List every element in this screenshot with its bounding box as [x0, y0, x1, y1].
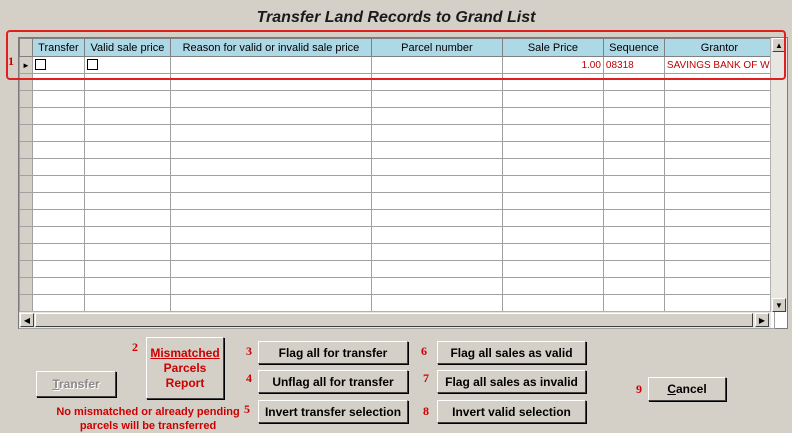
grid-cell[interactable]	[170, 193, 371, 210]
transfer-cell[interactable]	[32, 57, 84, 74]
grid-cell[interactable]	[20, 142, 33, 159]
column-header-sale-price[interactable]: Sale Price	[502, 39, 603, 57]
grid-cell[interactable]	[502, 108, 603, 125]
empty-row[interactable]	[20, 159, 775, 176]
annotation-marker-1: 1	[8, 54, 14, 68]
grid-cell[interactable]	[664, 125, 774, 142]
column-header-parcel-number[interactable]: Parcel number	[371, 39, 502, 57]
grid-cell[interactable]	[664, 159, 774, 176]
grid-cell[interactable]	[603, 295, 664, 312]
grid-cell[interactable]	[664, 91, 774, 108]
row-selector[interactable]: ►	[20, 57, 33, 74]
sale-price-cell[interactable]: 1.00	[502, 57, 603, 74]
grid-cell[interactable]	[371, 295, 502, 312]
transfer-checkbox[interactable]	[35, 59, 46, 70]
grid-cell[interactable]	[603, 278, 664, 295]
grid-cell[interactable]	[84, 74, 170, 91]
column-header-sequence[interactable]: Sequence	[603, 39, 664, 57]
mismatched-parcels-report-button[interactable]: Mismatched Parcels Report	[146, 337, 224, 399]
row-selector-header	[20, 39, 33, 57]
empty-row[interactable]	[20, 176, 775, 193]
grid-cell[interactable]	[20, 74, 33, 91]
cancel-button[interactable]: Cancel	[648, 377, 726, 401]
grid-cell[interactable]	[664, 227, 774, 244]
grid-cell[interactable]	[20, 261, 33, 278]
invert-valid-selection-button[interactable]: Invert valid selection	[437, 400, 586, 423]
grid-cell[interactable]	[84, 227, 170, 244]
grantor-cell[interactable]: SAVINGS BANK OF W	[664, 57, 774, 74]
empty-row[interactable]	[20, 227, 775, 244]
empty-row[interactable]	[20, 261, 775, 278]
grid-cell[interactable]	[502, 295, 603, 312]
grid-cell[interactable]	[20, 108, 33, 125]
parcel-cell[interactable]	[371, 57, 502, 74]
grid-cell[interactable]	[371, 74, 502, 91]
grid-cell[interactable]	[603, 176, 664, 193]
grid-cell[interactable]	[170, 125, 371, 142]
annotation-marker-5: 5	[244, 402, 250, 416]
grid-cell[interactable]	[32, 261, 84, 278]
grid-cell[interactable]	[170, 210, 371, 227]
grid-cell[interactable]	[502, 261, 603, 278]
grid-cell[interactable]	[502, 142, 603, 159]
grid-cell[interactable]	[32, 125, 84, 142]
grid-cell[interactable]	[20, 193, 33, 210]
grid-cell[interactable]	[170, 176, 371, 193]
grid-cell[interactable]	[502, 227, 603, 244]
grid-cell[interactable]	[502, 159, 603, 176]
empty-row[interactable]	[20, 74, 775, 91]
annotation-marker-2: 2	[132, 340, 138, 354]
grid-cell[interactable]	[664, 210, 774, 227]
grid-cell[interactable]	[32, 295, 84, 312]
grid-cell[interactable]	[371, 108, 502, 125]
grid-cell[interactable]	[603, 227, 664, 244]
grid-header-row	[20, 39, 775, 57]
annotation-marker-6: 6	[421, 344, 427, 358]
empty-row[interactable]	[20, 193, 775, 210]
transfer-button[interactable]: Transfer	[36, 371, 116, 397]
grid-cell[interactable]	[664, 142, 774, 159]
warning-message: No mismatched or already pending parcels will be transferred	[56, 406, 240, 432]
grid-cell[interactable]	[371, 261, 502, 278]
grid-cell[interactable]	[170, 261, 371, 278]
grid-cell[interactable]	[603, 244, 664, 261]
grid-cell[interactable]	[84, 193, 170, 210]
grid-cell[interactable]	[32, 74, 84, 91]
grid-cell[interactable]	[502, 244, 603, 261]
grid-cell[interactable]	[20, 227, 33, 244]
column-header-transfer[interactable]: Transfer	[32, 39, 84, 57]
grid-cell[interactable]	[502, 91, 603, 108]
grid-cell[interactable]	[170, 91, 371, 108]
grid-cell[interactable]	[20, 244, 33, 261]
horizontal-scroll-thumb[interactable]	[35, 313, 753, 327]
column-header-reason[interactable]: Reason for valid or invalid sale price	[170, 39, 371, 57]
grid-cell[interactable]	[20, 159, 33, 176]
grid-cell[interactable]	[20, 176, 33, 193]
grid-cell[interactable]	[371, 142, 502, 159]
grid-cell[interactable]	[603, 159, 664, 176]
empty-row[interactable]	[20, 244, 775, 261]
records-grid[interactable]	[18, 37, 788, 329]
empty-row[interactable]	[20, 91, 775, 108]
grid-cell[interactable]	[84, 142, 170, 159]
grid-cell[interactable]	[84, 91, 170, 108]
grid-cell[interactable]	[32, 210, 84, 227]
valid-checkbox[interactable]	[87, 59, 98, 70]
grid-cell[interactable]	[603, 193, 664, 210]
records-table[interactable]	[19, 38, 775, 329]
grid-cell[interactable]	[84, 125, 170, 142]
scroll-right-icon[interactable]: ▶	[755, 313, 769, 327]
grid-cell[interactable]	[84, 108, 170, 125]
grid-cell[interactable]	[664, 108, 774, 125]
grid-cell[interactable]	[603, 261, 664, 278]
scroll-down-icon[interactable]: ▼	[772, 298, 786, 312]
empty-row[interactable]	[20, 278, 775, 295]
grid-cell[interactable]	[170, 159, 371, 176]
grid-cell[interactable]	[84, 176, 170, 193]
grid-cell[interactable]	[84, 295, 170, 312]
grid-cell[interactable]	[32, 159, 84, 176]
grid-cell[interactable]	[502, 278, 603, 295]
grid-cell[interactable]	[32, 108, 84, 125]
grid-cell[interactable]	[371, 159, 502, 176]
grid-cell[interactable]	[84, 278, 170, 295]
grid-cell[interactable]	[371, 193, 502, 210]
invert-transfer-selection-button[interactable]: Invert transfer selection	[258, 400, 408, 423]
grid-cell[interactable]	[371, 176, 502, 193]
grid-cell[interactable]	[371, 278, 502, 295]
grid-cell[interactable]	[84, 261, 170, 278]
grid-cell[interactable]	[664, 295, 774, 312]
empty-row[interactable]	[20, 295, 775, 312]
grid-cell[interactable]	[371, 125, 502, 142]
grid-cell[interactable]	[664, 193, 774, 210]
annotation-marker-9: 9	[636, 382, 642, 396]
grid-cell[interactable]	[20, 295, 33, 312]
grid-cell[interactable]	[664, 176, 774, 193]
grid-cell[interactable]	[20, 278, 33, 295]
valid-cell[interactable]	[84, 57, 170, 74]
annotation-marker-4: 4	[246, 371, 252, 385]
grid-cell[interactable]	[603, 74, 664, 91]
grid-cell[interactable]	[603, 142, 664, 159]
grid-cell[interactable]	[502, 210, 603, 227]
grid-cell[interactable]	[20, 125, 33, 142]
grid-cell[interactable]	[170, 108, 371, 125]
grid-cell[interactable]	[502, 74, 603, 91]
grid-cell[interactable]	[32, 193, 84, 210]
grid-cell[interactable]	[32, 278, 84, 295]
scroll-up-icon[interactable]: ▲	[772, 38, 786, 52]
empty-row[interactable]	[20, 210, 775, 227]
grid-cell[interactable]	[664, 261, 774, 278]
grid-cell[interactable]	[502, 176, 603, 193]
grid-cell[interactable]	[603, 125, 664, 142]
flag-all-sales-valid-button[interactable]: Flag all sales as valid	[437, 341, 586, 364]
flag-all-for-transfer-button[interactable]: Flag all for transfer	[258, 341, 408, 364]
grid-cell[interactable]	[170, 227, 371, 244]
vertical-scrollbar[interactable]	[770, 38, 787, 312]
flag-all-sales-invalid-button[interactable]: Flag all sales as invalid	[437, 370, 586, 393]
grid-cell[interactable]	[170, 74, 371, 91]
grid-cell[interactable]	[502, 125, 603, 142]
annotation-marker-3: 3	[246, 344, 252, 358]
grid-cell[interactable]	[664, 74, 774, 91]
grid-cell[interactable]	[84, 210, 170, 227]
dialog-title: Transfer Land Records to Grand List	[256, 9, 536, 26]
grid-cell[interactable]	[603, 108, 664, 125]
grid-cell[interactable]	[32, 142, 84, 159]
grid-cell[interactable]	[371, 210, 502, 227]
grid-cell[interactable]	[32, 244, 84, 261]
table-row[interactable]	[20, 57, 775, 74]
scroll-left-icon[interactable]: ◀	[20, 313, 34, 327]
grid-cell[interactable]	[371, 91, 502, 108]
unflag-all-for-transfer-button[interactable]: Unflag all for transfer	[258, 370, 408, 393]
grid-cell[interactable]	[32, 176, 84, 193]
empty-row[interactable]	[20, 125, 775, 142]
grid-cell[interactable]	[84, 244, 170, 261]
sequence-cell[interactable]: 08318	[603, 57, 664, 74]
grid-cell[interactable]	[84, 159, 170, 176]
grid-cell[interactable]	[20, 91, 33, 108]
column-header-valid-sale-price[interactable]: Valid sale price	[84, 39, 170, 57]
grid-cell[interactable]	[170, 295, 371, 312]
grid-cell[interactable]	[371, 244, 502, 261]
grid-cell[interactable]	[170, 142, 371, 159]
grid-cell[interactable]	[170, 244, 371, 261]
grid-cell[interactable]	[664, 278, 774, 295]
grid-cell[interactable]	[32, 91, 84, 108]
grid-cell[interactable]	[502, 193, 603, 210]
grid-cell[interactable]	[603, 91, 664, 108]
grid-cell[interactable]	[32, 227, 84, 244]
grid-cell[interactable]	[603, 210, 664, 227]
empty-row[interactable]	[20, 142, 775, 159]
annotation-marker-7: 7	[423, 371, 429, 385]
empty-row[interactable]	[20, 108, 775, 125]
grid-cell[interactable]	[664, 244, 774, 261]
column-header-grantor[interactable]: Grantor	[664, 39, 774, 57]
grid-cell[interactable]	[170, 278, 371, 295]
annotation-marker-8: 8	[423, 404, 429, 418]
grid-cell[interactable]	[20, 210, 33, 227]
reason-cell[interactable]	[170, 57, 371, 74]
grid-cell[interactable]	[371, 227, 502, 244]
horizontal-scrollbar[interactable]	[19, 311, 771, 328]
